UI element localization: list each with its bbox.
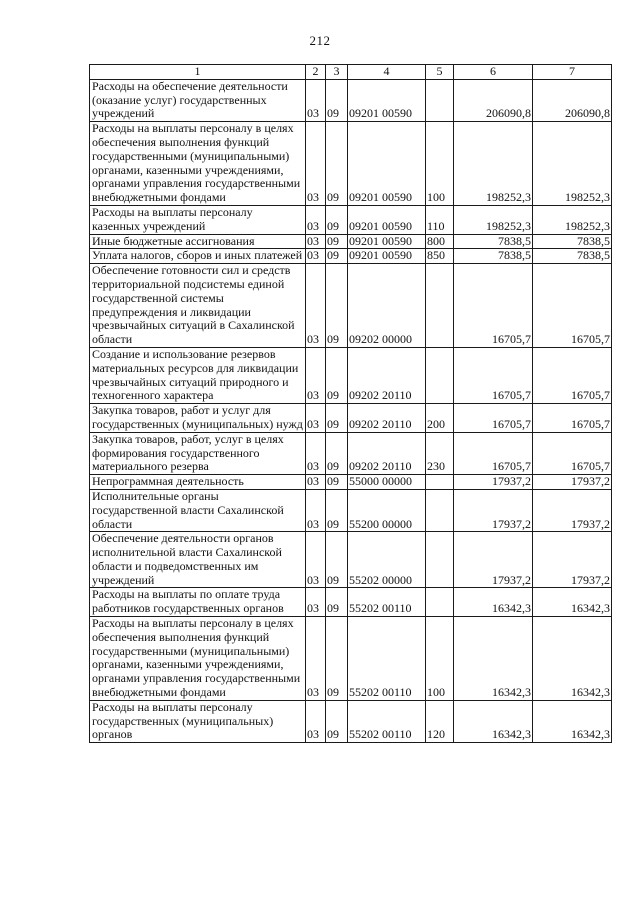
target-article-code: 09201 00590 [348, 234, 426, 249]
subsection-code: 09 [326, 347, 348, 403]
expense-type-code: 800 [426, 234, 454, 249]
table-row [90, 347, 612, 403]
table-row [90, 122, 612, 206]
table-row [90, 404, 612, 433]
target-article-code: 09202 20110 [348, 404, 426, 433]
page-number: 212 [309, 33, 331, 48]
amount-col6: 16705,7 [454, 347, 533, 403]
subsection-code: 09 [326, 79, 348, 121]
budget-table [89, 64, 612, 743]
table-row [90, 249, 612, 264]
amount-col7: 7838,5 [533, 249, 612, 264]
expense-name: Исполнительные органы государственной власти Сахалинской области [90, 489, 306, 531]
amount-col7: 17937,2 [533, 475, 612, 490]
section-code: 03 [306, 122, 326, 206]
amount-col7: 198252,3 [533, 205, 612, 234]
amount-col6: 7838,5 [454, 249, 533, 264]
subsection-code: 09 [326, 404, 348, 433]
section-code: 03 [306, 588, 326, 617]
section-code: 03 [306, 475, 326, 490]
expense-type-code [426, 475, 454, 490]
target-article-code: 55200 00000 [348, 489, 426, 531]
table-row [90, 205, 612, 234]
section-code: 03 [306, 264, 326, 348]
column-header: 4 [348, 65, 426, 80]
target-article-code: 55202 00000 [348, 532, 426, 588]
expense-name: Расходы на выплаты персоналу в целях обеспечения выполнения функций государственными (муниципальными) органами, казенными учреждениями, органами управления государственными внебюджетными фондами [90, 122, 306, 206]
amount-col7: 16342,3 [533, 617, 612, 701]
section-code: 03 [306, 700, 326, 742]
column-header: 6 [454, 65, 533, 80]
section-code: 03 [306, 234, 326, 249]
expense-type-code [426, 489, 454, 531]
target-article-code: 55000 00000 [348, 475, 426, 490]
amount-col7: 16705,7 [533, 347, 612, 403]
target-article-code: 09201 00590 [348, 205, 426, 234]
target-article-code: 09201 00590 [348, 122, 426, 206]
amount-col6: 16342,3 [454, 588, 533, 617]
section-code: 03 [306, 617, 326, 701]
section-code: 03 [306, 404, 326, 433]
table-row [90, 700, 612, 742]
amount-col7: 16342,3 [533, 700, 612, 742]
amount-col6: 198252,3 [454, 122, 533, 206]
subsection-code: 09 [326, 205, 348, 234]
subsection-code: 09 [326, 475, 348, 490]
column-header: 7 [533, 65, 612, 80]
target-article-code: 09202 00000 [348, 264, 426, 348]
amount-col7: 16705,7 [533, 404, 612, 433]
expense-name: Закупка товаров, работ, услуг в целях формирования государственного материального резерва [90, 432, 306, 474]
table-row [90, 489, 612, 531]
expense-type-code: 230 [426, 432, 454, 474]
column-header: 1 [90, 65, 306, 80]
expense-type-code [426, 264, 454, 348]
expense-type-code [426, 79, 454, 121]
expense-type-code: 100 [426, 617, 454, 701]
amount-col7: 7838,5 [533, 234, 612, 249]
expense-name: Расходы на обеспечение деятельности (оказание услуг) государственных учреждений [90, 79, 306, 121]
subsection-code: 09 [326, 489, 348, 531]
amount-col6: 16342,3 [454, 617, 533, 701]
section-code: 03 [306, 532, 326, 588]
section-code: 03 [306, 347, 326, 403]
expense-name: Непрограммная деятельность [90, 475, 306, 490]
section-code: 03 [306, 249, 326, 264]
amount-col6: 17937,2 [454, 489, 533, 531]
amount-col7: 16705,7 [533, 432, 612, 474]
table-row [90, 264, 612, 348]
section-code: 03 [306, 489, 326, 531]
table-row [90, 532, 612, 588]
expense-type-code [426, 588, 454, 617]
amount-col6: 16705,7 [454, 404, 533, 433]
section-code: 03 [306, 432, 326, 474]
expense-type-code: 200 [426, 404, 454, 433]
target-article-code: 09201 00590 [348, 249, 426, 264]
subsection-code: 09 [326, 432, 348, 474]
amount-col7: 16705,7 [533, 264, 612, 348]
table-row [90, 475, 612, 490]
target-article-code: 55202 00110 [348, 617, 426, 701]
amount-col7: 17937,2 [533, 489, 612, 531]
column-header: 2 [306, 65, 326, 80]
expense-name: Обеспечение готовности сил и средств территориальной подсистемы единой государственной системы предупреждения и ликвидации чрезвычайных ситуаций в Сахалинской области [90, 264, 306, 348]
column-header: 5 [426, 65, 454, 80]
expense-name: Обеспечение деятельности органов исполнительной власти Сахалинской области и подведомственных им учреждений [90, 532, 306, 588]
expense-type-code [426, 532, 454, 588]
expense-type-code: 120 [426, 700, 454, 742]
target-article-code: 09201 00590 [348, 79, 426, 121]
amount-col6: 17937,2 [454, 475, 533, 490]
subsection-code: 09 [326, 617, 348, 701]
target-article-code: 09202 20110 [348, 432, 426, 474]
subsection-code: 09 [326, 249, 348, 264]
section-code: 03 [306, 79, 326, 121]
expense-type-code: 850 [426, 249, 454, 264]
expense-name: Расходы на выплаты по оплате труда работников государственных органов [90, 588, 306, 617]
amount-col7: 206090,8 [533, 79, 612, 121]
amount-col6: 16705,7 [454, 432, 533, 474]
target-article-code: 55202 00110 [348, 700, 426, 742]
amount-col6: 17937,2 [454, 532, 533, 588]
table-row [90, 617, 612, 701]
amount-col6: 16705,7 [454, 264, 533, 348]
expense-name: Иные бюджетные ассигнования [90, 234, 306, 249]
expense-type-code: 100 [426, 122, 454, 206]
table-row [90, 79, 612, 121]
expense-name: Создание и использование резервов материальных ресурсов для ликвидации чрезвычайных ситуаций природного и техногенного характера [90, 347, 306, 403]
subsection-code: 09 [326, 234, 348, 249]
amount-col6: 16342,3 [454, 700, 533, 742]
table-row [90, 432, 612, 474]
expense-name: Уплата налогов, сборов и иных платежей [90, 249, 306, 264]
expense-type-code [426, 347, 454, 403]
amount-col7: 17937,2 [533, 532, 612, 588]
subsection-code: 09 [326, 700, 348, 742]
section-code: 03 [306, 205, 326, 234]
header-row [90, 65, 612, 80]
amount-col6: 206090,8 [454, 79, 533, 121]
amount-col7: 198252,3 [533, 122, 612, 206]
table-row [90, 588, 612, 617]
expense-name: Расходы на выплаты персоналу казенных учреждений [90, 205, 306, 234]
subsection-code: 09 [326, 588, 348, 617]
target-article-code: 09202 20110 [348, 347, 426, 403]
expense-name: Закупка товаров, работ и услуг для государственных (муниципальных) нужд [90, 404, 306, 433]
table-row [90, 234, 612, 249]
subsection-code: 09 [326, 122, 348, 206]
amount-col6: 7838,5 [454, 234, 533, 249]
expense-name: Расходы на выплаты персоналу в целях обеспечения выполнения функций государственными (муниципальными) органами, казенными учреждениями, органами управления государственными внебюджетными фондами [90, 617, 306, 701]
subsection-code: 09 [326, 264, 348, 348]
expense-type-code: 110 [426, 205, 454, 234]
target-article-code: 55202 00110 [348, 588, 426, 617]
table-body [90, 79, 612, 742]
expense-name: Расходы на выплаты персоналу государственных (муниципальных) органов [90, 700, 306, 742]
amount-col7: 16342,3 [533, 588, 612, 617]
subsection-code: 09 [326, 532, 348, 588]
amount-col6: 198252,3 [454, 205, 533, 234]
column-header: 3 [326, 65, 348, 80]
